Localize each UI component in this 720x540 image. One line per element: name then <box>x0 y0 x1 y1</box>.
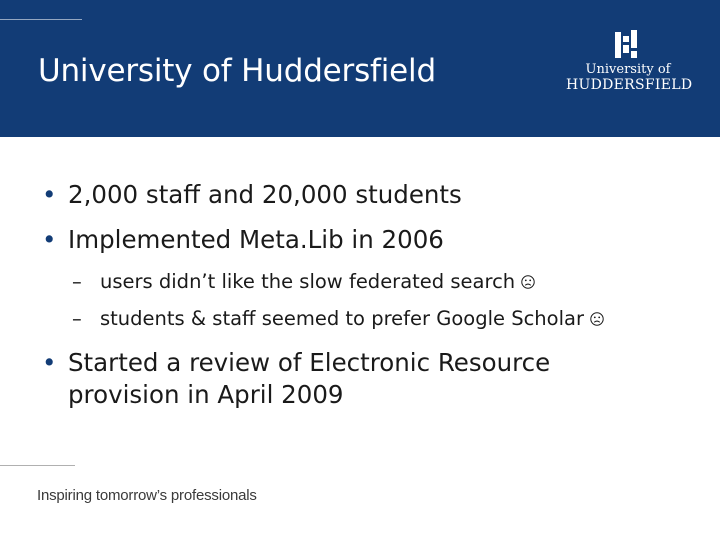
bullet-item <box>42 180 462 209</box>
bullet-text-line1: Started a review of Electronic Resource <box>68 348 551 377</box>
sub-bullet-text: users didn’t like the slow federated search <box>100 270 516 293</box>
footer-rule <box>0 465 75 466</box>
sub-bullet-item <box>72 307 604 330</box>
sub-bullet-marker: – <box>72 270 82 293</box>
bullet-text: Implemented Meta.Lib in 2006 <box>68 225 444 254</box>
bullet-text: 2,000 staff and 20,000 students <box>68 180 462 209</box>
footer-tagline: Inspiring tomorrow’s professionals <box>37 487 257 504</box>
bullet-text-line2: provision in April 2009 <box>68 380 344 410</box>
bullet-item <box>42 225 444 254</box>
frown-icon <box>590 312 604 326</box>
bullet-marker: • <box>42 225 57 254</box>
bullet-marker: • <box>42 348 57 377</box>
bullet-marker: • <box>42 180 57 209</box>
frown-icon <box>521 275 535 289</box>
slide-title: University of Huddersfield <box>38 53 436 89</box>
logo-text-line1: University of <box>585 62 671 77</box>
sub-bullet-text: students & staff seemed to prefer Google Scholar <box>100 307 584 330</box>
logo-text-line2: HUDDERSFIELD <box>566 77 693 93</box>
sub-bullet-item <box>72 270 535 293</box>
bullet-item <box>42 347 550 412</box>
sub-bullet-marker: – <box>72 307 82 330</box>
